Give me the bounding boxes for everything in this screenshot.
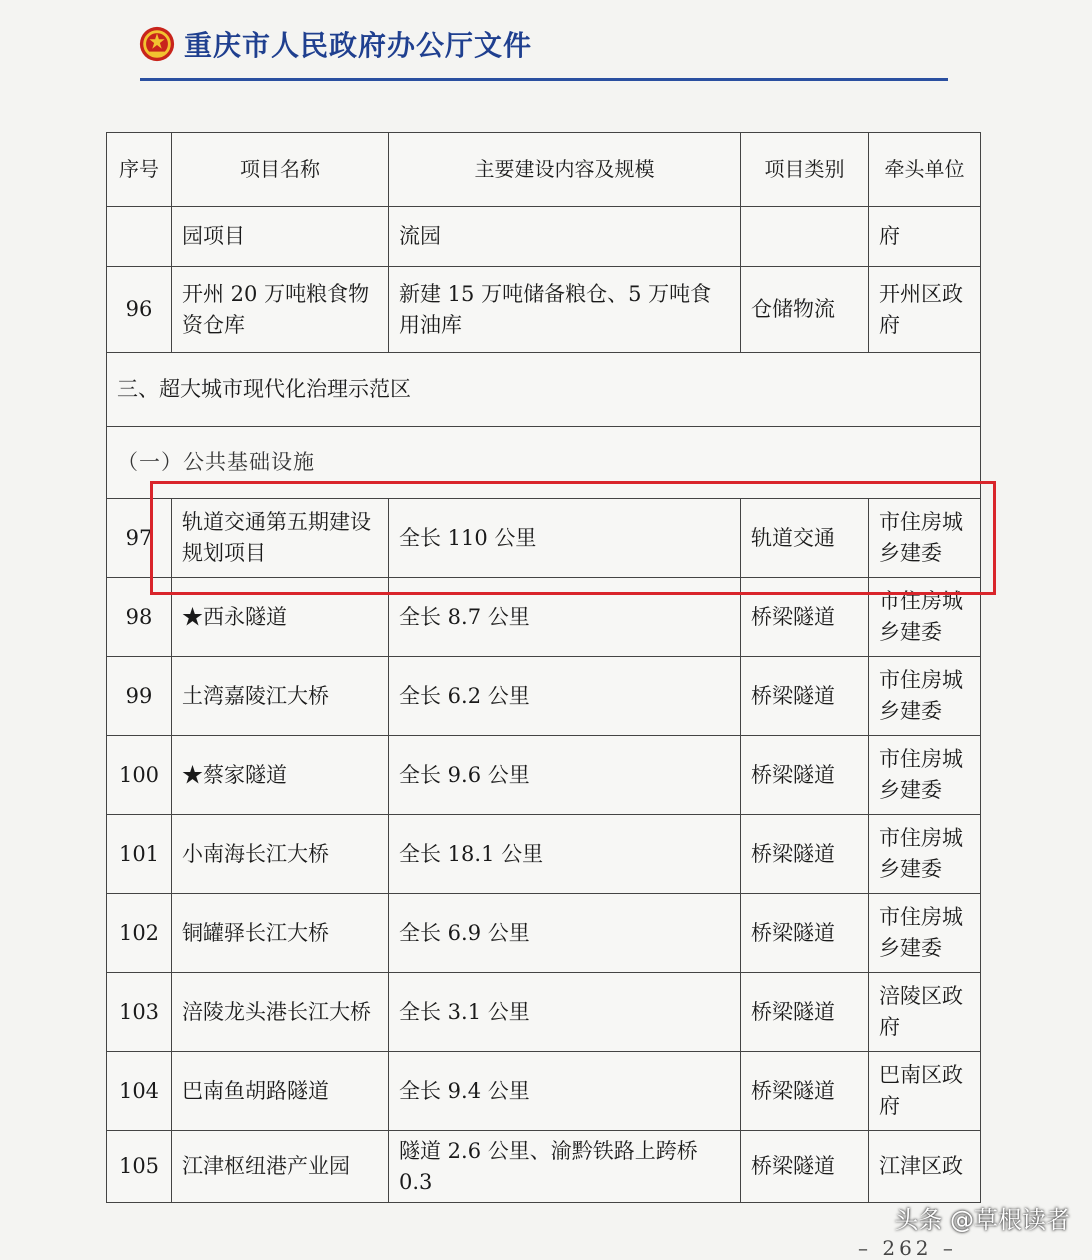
table-header-row <box>107 133 981 207</box>
cell-category: 桥梁隧道 <box>741 815 869 894</box>
table-row <box>107 657 981 736</box>
watermark: 头条 @草根读者 <box>894 1206 1070 1234</box>
column-header-content: 主要建设内容及规模 <box>389 133 741 207</box>
column-header-category: 项目类别 <box>741 133 869 207</box>
table-row <box>107 973 981 1052</box>
cell-content: 全长 18.1 公里 <box>389 815 741 894</box>
document-title: 重庆市人民政府办公厅文件 <box>184 29 533 62</box>
cell-lead-unit: 市住房城乡建委 <box>869 736 981 815</box>
cell-category: 桥梁隧道 <box>741 657 869 736</box>
cell-lead-unit: 市住房城乡建委 <box>869 657 981 736</box>
cell-index: 105 <box>107 1131 172 1203</box>
section-row <box>107 353 981 427</box>
cell-index: 97 <box>107 499 172 578</box>
cell-lead-unit: 开州区政府 <box>869 267 981 353</box>
national-emblem-icon <box>138 25 176 63</box>
cell-lead-unit: 市住房城乡建委 <box>869 578 981 657</box>
table-row <box>107 736 981 815</box>
cell-content: 全长 3.1 公里 <box>389 973 741 1052</box>
column-header-name: 项目名称 <box>172 133 389 207</box>
table-row <box>107 267 981 353</box>
cell-name: 涪陵龙头港长江大桥 <box>172 973 389 1052</box>
cell-name: 巴南鱼胡路隧道 <box>172 1052 389 1131</box>
cell-category: 桥梁隧道 <box>741 736 869 815</box>
cell-category: 桥梁隧道 <box>741 973 869 1052</box>
cell-index: 96 <box>107 267 172 353</box>
cell-content: 隧道 2.6 公里、渝黔铁路上跨桥 0.3 <box>389 1131 741 1203</box>
cell-name: ★西永隧道 <box>172 578 389 657</box>
cell-index <box>107 207 172 267</box>
cell-content: 全长 9.6 公里 <box>389 736 741 815</box>
column-header-index: 序号 <box>107 133 172 207</box>
cell-name: 土湾嘉陵江大桥 <box>172 657 389 736</box>
section-heading: 三、超大城市现代化治理示范区 <box>107 353 981 427</box>
table-row <box>107 894 981 973</box>
cell-index: 102 <box>107 894 172 973</box>
cell-name: ★蔡家隧道 <box>172 736 389 815</box>
cell-content: 全长 110 公里 <box>389 499 741 578</box>
subsection-heading: （一）公共基础设施 <box>107 427 981 499</box>
cell-name: 铜罐驿长江大桥 <box>172 894 389 973</box>
cell-index: 100 <box>107 736 172 815</box>
cell-name: 园项目 <box>172 207 389 267</box>
project-table <box>106 132 981 1203</box>
cell-category: 轨道交通 <box>741 499 869 578</box>
cell-category: 桥梁隧道 <box>741 1052 869 1131</box>
cell-index: 103 <box>107 973 172 1052</box>
highlight-box <box>150 481 996 595</box>
cell-name: 江津枢纽港产业园 <box>172 1131 389 1203</box>
cell-content: 全长 8.7 公里 <box>389 578 741 657</box>
cell-index: 98 <box>107 578 172 657</box>
table-row <box>107 207 981 267</box>
cell-content: 全长 6.2 公里 <box>389 657 741 736</box>
cell-lead-unit: 市住房城乡建委 <box>869 499 981 578</box>
header-rule <box>140 78 948 81</box>
cell-index: 99 <box>107 657 172 736</box>
cell-name: 开州 20 万吨粮食物资仓库 <box>172 267 389 353</box>
cell-index: 104 <box>107 1052 172 1131</box>
page-number: – 262 – <box>858 1236 957 1260</box>
table-row <box>107 815 981 894</box>
cell-lead-unit: 府 <box>869 207 981 267</box>
cell-lead-unit: 市住房城乡建委 <box>869 815 981 894</box>
table-row <box>107 1052 981 1131</box>
document-header <box>138 24 532 64</box>
cell-content: 全长 6.9 公里 <box>389 894 741 973</box>
cell-lead-unit: 市住房城乡建委 <box>869 894 981 973</box>
cell-category: 桥梁隧道 <box>741 578 869 657</box>
cell-content: 全长 9.4 公里 <box>389 1052 741 1131</box>
cell-category: 仓储物流 <box>741 267 869 353</box>
cell-name: 轨道交通第五期建设规划项目 <box>172 499 389 578</box>
cell-category: 桥梁隧道 <box>741 894 869 973</box>
cell-lead-unit: 巴南区政府 <box>869 1052 981 1131</box>
cell-content: 新建 15 万吨储备粮仓、5 万吨食用油库 <box>389 267 741 353</box>
column-header-lead-unit: 牵头单位 <box>869 133 981 207</box>
cell-category <box>741 207 869 267</box>
cell-name: 小南海长江大桥 <box>172 815 389 894</box>
cell-content: 流园 <box>389 207 741 267</box>
table-row <box>107 1131 981 1203</box>
cell-category: 桥梁隧道 <box>741 1131 869 1203</box>
cell-lead-unit: 涪陵区政府 <box>869 973 981 1052</box>
cell-index: 101 <box>107 815 172 894</box>
cell-lead-unit: 江津区政 <box>869 1131 981 1203</box>
